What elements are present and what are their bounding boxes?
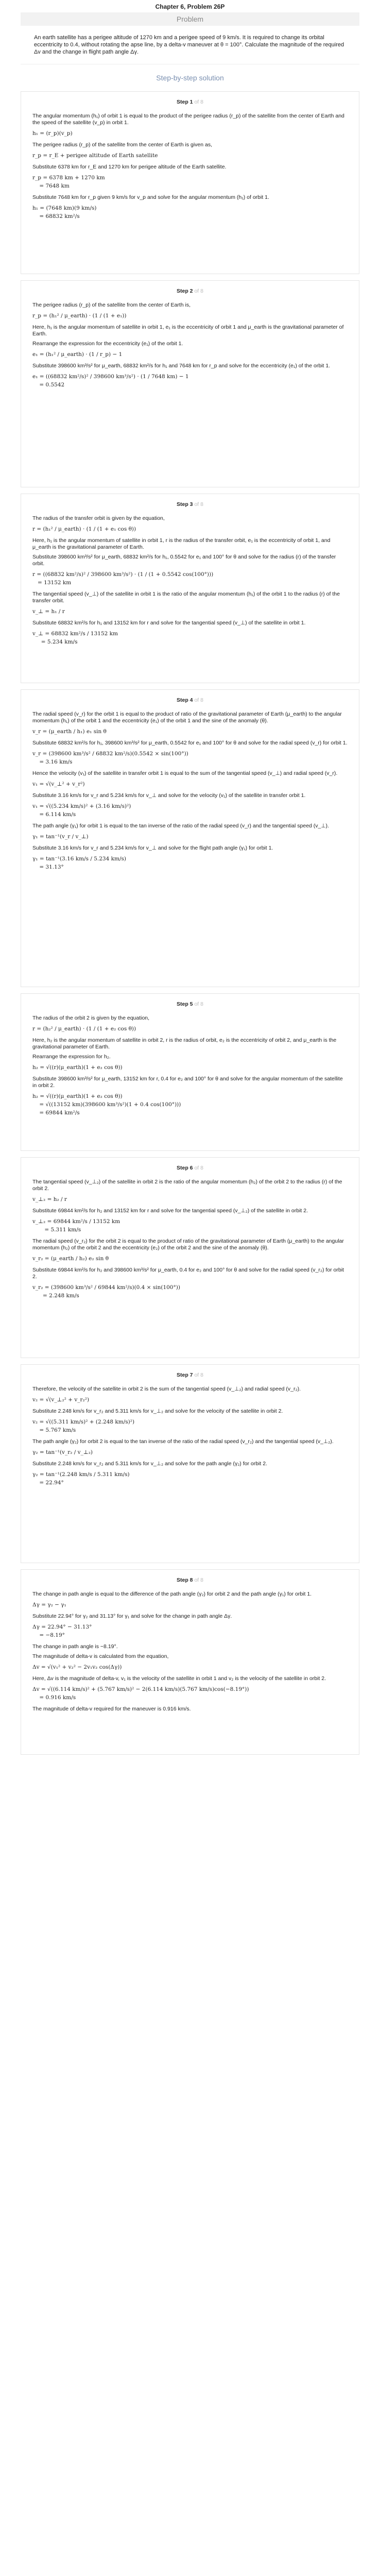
step-title <box>32 1372 348 1379</box>
step-number: Step 7 <box>177 1372 195 1378</box>
equation: v_⊥ = h₁ / r <box>32 608 65 615</box>
explanation-text: Therefore, the velocity of the satellite in orbit 2 is the sum of the tangential speed (v_⊥₂) and radial speed (v_r₂). <box>32 1386 301 1392</box>
step-card <box>21 1364 359 1563</box>
step-card <box>21 91 359 274</box>
step-card <box>21 1569 359 1755</box>
explanation-text: Rearrange the expression for the eccentricity (e₁) of the orbit 1. <box>32 341 183 347</box>
equation: h₁ = (r_p)(v_p) <box>32 130 73 137</box>
equation: v₁ = √(v_⊥² + v_r²) <box>32 781 85 787</box>
equation: e₁ = ((68832 km²/s)² / 398600 km³/s²) · (1 / 7648 km) − 1 = 0.5542 <box>32 374 189 388</box>
step-title <box>32 1577 348 1584</box>
equation: v_r₂ = (398600 km³/s² / 69844 km²/s)(0.4 × sin(100°)) = 2.248 km/s <box>32 1284 180 1299</box>
equation: r_p = r_E + perigee altitude of Earth satellite <box>32 152 158 159</box>
equation: Δγ = γ₂ − γ₁ <box>32 1602 66 1608</box>
equation: v_r = (μ_earth / h₁) e₁ sin θ <box>32 728 107 735</box>
step-number: Step 2 <box>177 288 195 294</box>
explanation-text: Substitute 398600 km³/s² for μ_earth, 68832 km²/s for h₁ and 7648 km for r_p and solve for the eccentricity (e₁) of the orbit 1. <box>32 363 331 369</box>
problem-statement: An earth satellite has a perigee altitude of 1270 km and a perigee speed of 9 km/s. It is required to change its orbital eccentricity to 0.4, without rotating the apse line, by a delta-v maneuver at θ = 100°. Calculate the magnitude of the required Δv and the change in flight path angle Δγ. <box>21 26 359 64</box>
step-number: Step 1 <box>177 99 195 105</box>
step-card <box>21 494 359 683</box>
step-of-count: of 8 <box>194 1577 203 1583</box>
equation: Δv = √((6.114 km/s)² + (5.767 km/s)² − 2(6.114 km/s)(5.767 km/s)cos(−8.19°)) = 0.916 km/s <box>32 1686 249 1701</box>
explanation-text: The path angle (γ₂) for orbit 2 is equal to the tan inverse of the ratio of the radial speed (v_r₂) and the tangential speed (v_⊥₂). <box>32 1438 334 1445</box>
explanation-text: The magnitude of delta-v is calculated from the equation, <box>32 1653 169 1659</box>
explanation-text: Substitute 22.94° for γ₂ and 31.13° for γ₁ and solve for the change in path angle Δγ. <box>32 1613 232 1619</box>
explanation-text: Substitute 2.248 km/s for v_r₂ and 5.311 km/s for v_⊥₂ and solve for the path angle (γ₂) for orbit 2. <box>32 1461 267 1467</box>
explanation-text: The magnitude of delta-v required for the maneuver is 0.916 km/s. <box>32 1706 191 1712</box>
explanation-text: Substitute 6378 km for r_E and 1270 km for perigee altitude of the Earth satellite. <box>32 164 227 170</box>
step-title <box>32 99 348 106</box>
explanation-text: Substitute 69844 km²/s for h₂ and 398600 km³/s² for μ_earth, 0.4 for e₂ and 100° for θ and solve for the radial speed (v_r₂) for orbit 2. <box>32 1267 344 1280</box>
explanation-text: Substitute 7648 km for r_p given 9 km/s for v_p and solve for the angular momentum (h₁) of orbit 1. <box>32 194 269 200</box>
steps-container <box>0 91 380 1755</box>
problem-heading: Problem <box>21 12 359 26</box>
explanation-text: Substitute 68832 km²/s for h₁ and 13152 km for r and solve for the tangential speed (v_⊥) of the satellite in orbit 1. <box>32 620 306 626</box>
step-of-count: of 8 <box>194 288 203 294</box>
step-of-count: of 8 <box>194 501 203 507</box>
equation: γ₁ = tan⁻¹(v_r / v_⊥) <box>32 834 89 840</box>
equation: r = (h₁² / μ_earth) · (1 / (1 + e₁ cos θ)) <box>32 526 136 532</box>
explanation-text: The radial speed (v_r) for the orbit 1 is equal to the product of ratio of the gravitational parameter of Earth (μ_earth) to the angular momentum (h₁) of the orbit 1 and the eccentricity (e₁) of the orbit 1 and the sine of the anomaly (θ). <box>32 711 342 724</box>
step-number: Step 8 <box>177 1577 195 1583</box>
step-title <box>32 501 348 508</box>
equation: r_p = 6378 km + 1270 km = 7648 km <box>32 175 105 189</box>
explanation-text: The perigee radius (r_p) of the satellite from the center of Earth is, <box>32 302 191 308</box>
equation: r_p = (h₁² / μ_earth) · (1 / (1 + e₁)) <box>32 313 127 319</box>
explanation-text: Here, h₂ is the angular momentum of satellite in orbit 2, r is the radius of orbit, e₂ is the eccentricity of orbit 2, and μ_earth is the gravitational parameter of Earth. <box>32 1037 337 1050</box>
equation: v_⊥₂ = 69844 km²/s / 13152 km = 5.311 km/s <box>32 1218 120 1233</box>
explanation-text: Substitute 398600 km³/s² for μ_earth, 68832 km²/s for h₁, 0.5542 for e₁ and 100° for θ and solve for the radius (r) of the transfer orbit. <box>32 554 336 567</box>
step-of-count: of 8 <box>194 1165 203 1171</box>
step-card <box>21 280 359 487</box>
step-number: Step 6 <box>177 1165 195 1171</box>
explanation-text: The path angle (γ₁) for orbit 1 is equal to the tan inverse of the ratio of the radial speed (v_r) and the tangential speed (v_⊥). <box>32 823 329 829</box>
explanation-text: The change in path angle is equal to the difference of the path angle (γ₂) for orbit 2 and the path angle (γ₁) for orbit 1. <box>32 1591 312 1597</box>
step-of-count: of 8 <box>194 1372 203 1378</box>
explanation-text: Substitute 2.248 km/s for v_r₂ and 5.311 km/s for v_⊥₂ and solve for the velocity of the satellite in orbit 2. <box>32 1408 283 1414</box>
step-of-count: of 8 <box>194 1001 203 1007</box>
explanation-text: The angular momentum (h₁) of orbit 1 is equal to the product of the perigee radius (r_p) of the satellite from the center of Earth and the speed of the satellite (v_p) in orbit 1. <box>32 113 344 126</box>
explanation-text: Substitute 69844 km²/s for h₂ and 13152 km for r and solve for the tangential speed (v_⊥₂) of the satellite in orbit 2. <box>32 1208 308 1214</box>
step-title <box>32 1165 348 1172</box>
step-number: Step 4 <box>177 697 195 703</box>
explanation-text: Substitute 68832 km²/s for h₁, 398600 km³/s² for μ_earth, 0.5542 for e₁ and 100° for θ and solve for the radial speed (v_r) for orbit 1. <box>32 740 348 746</box>
equation: h₂ = √((r)(μ_earth)(1 + e₂ cos θ)) = √((13152 km)(398600 km³/s²)(1 + 0.4 cos(100°))) = 69844 km²/s <box>32 1093 181 1116</box>
step-number: Step 5 <box>177 1001 195 1007</box>
equation: v₂ = √(v_⊥₂² + v_r₂²) <box>32 1397 90 1403</box>
explanation-text: Substitute 398600 km³/s² for μ_earth, 13152 km for r, 0.4 for e₂ and 100° for θ and solve for the angular momentum of the satellite in orbit 2. <box>32 1076 343 1089</box>
explanation-text: The tangential speed (v_⊥) of the satellite in orbit 1 is the ratio of the angular momentum (h₁) of the orbit 1 to the radius (r) of the transfer orbit. <box>32 591 340 604</box>
equation: h₁ = (7648 km)(9 km/s) = 68832 km²/s <box>32 205 97 219</box>
equation: v_r = (398600 km³/s² / 68832 km²/s)(0.5542 × sin(100°)) = 3.16 km/s <box>32 751 188 765</box>
equation: r = (h₂² / μ_earth) · (1 / (1 + e₂ cos θ)) <box>32 1026 136 1032</box>
step-title <box>32 288 348 295</box>
explanation-text: Here, h₁ is the angular momentum of satellite in orbit 1, r is the radius of the transfer orbit, e₁ is the eccentricity of orbit 1, and μ_earth is the gravitational parameter of Earth. <box>32 537 331 550</box>
equation: r = ((68832 km²/s)² / 398600 km³/s²) · (1 / (1 + 0.5542 cos(100°))) = 13152 km <box>32 571 214 586</box>
equation: Δγ = 22.94° − 31.13° = −8.19° <box>32 1624 92 1638</box>
equation: γ₂ = tan⁻¹(2.248 km/s / 5.311 km/s) = 22.94° <box>32 1471 130 1486</box>
explanation-text: Hence the velocity (v₁) of the satellite in transfer orbit 1 is equal to the sum of the tangential speed (v_⊥) and radial speed (v_r). <box>32 770 338 776</box>
step-card <box>21 689 359 987</box>
equation: e₁ = (h₁² / μ_earth) · (1 / r_p) − 1 <box>32 351 123 358</box>
explanation-text: The radial speed (v_r₂) for the orbit 2 is equal to the product of ratio of the gravitational parameter of Earth (μ_earth) to the angular momentum (h₂) of the orbit 2 and the eccentricity (e₂) of the orbit 2 and the sine of the anomaly (θ). <box>32 1238 344 1251</box>
explanation-text: The radius of the transfer orbit is given by the equation, <box>32 515 165 521</box>
explanation-text: The perigee radius (r_p) of the satellite from the center of Earth is given as, <box>32 142 213 148</box>
explanation-text: Substitute 3.16 km/s for v_r and 5.234 km/s for v_⊥ and solve for the velocity (v₁) of the satellite in transfer orbit 1. <box>32 792 306 799</box>
explanation-text: The tangential speed (v_⊥₂) of the satellite in orbit 2 is the ratio of the angular momentum (h₂) of the orbit 2 to the radius (r) of the orbit 2. <box>32 1179 342 1192</box>
step-title <box>32 1001 348 1008</box>
step-of-count: of 8 <box>194 697 203 703</box>
step-card <box>21 993 359 1151</box>
explanation-text: Substitute 3.16 km/s for v_r and 5.234 km/s for v_⊥ and solve for the flight path angle (γ₁) for orbit 1. <box>32 845 273 851</box>
explanation-text: Rearrange the expression for h₂. <box>32 1054 111 1060</box>
step-title <box>32 697 348 704</box>
chapter-title: Chapter 6, Problem 26P <box>155 3 225 10</box>
step-card <box>21 1157 359 1358</box>
equation: v_⊥ = 68832 km²/s / 13152 km = 5.234 km/s <box>32 631 118 645</box>
step-number: Step 3 <box>177 501 195 507</box>
equation: h₂ = √((r)(μ_earth)(1 + e₂ cos θ)) <box>32 1064 123 1071</box>
explanation-text: The radius of the orbit 2 is given by the equation, <box>32 1015 150 1021</box>
solution-heading: Step-by-step solution <box>156 74 224 82</box>
equation: v₁ = √((5.234 km/s)² + (3.16 km/s)²) = 6.114 km/s <box>32 803 131 818</box>
equation: γ₁ = tan⁻¹(3.16 km/s / 5.234 km/s) = 31.13° <box>32 856 126 870</box>
explanation-text: Here, h₁ is the angular momentum of satellite in orbit 1, e₁ is the eccentricity of orbit 1 and μ_earth is the gravitational parameter of Earth. <box>32 324 344 337</box>
equation: v₂ = √((5.311 km/s)² + (2.248 km/s)²) = 5.767 km/s <box>32 1419 135 1433</box>
equation: v_⊥₂ = h₂ / r <box>32 1196 67 1202</box>
equation: γ₂ = tan⁻¹(v_r₂ / v_⊥₂) <box>32 1449 93 1455</box>
explanation-text: The change in path angle is −8.19°. <box>32 1643 118 1650</box>
explanation-text: Here, Δv is the magnitude of delta-v, v₁ is the velocity of the satellite in orbit 1 and v₂ is the velocity of the satellite in orbit 2. <box>32 1675 326 1682</box>
equation: v_r₂ = (μ_earth / h₂) e₂ sin θ <box>32 1256 109 1262</box>
step-of-count: of 8 <box>194 99 203 105</box>
equation: Δv = √(v₁² + v₂² − 2v₁v₂ cos(Δγ)) <box>32 1664 122 1670</box>
